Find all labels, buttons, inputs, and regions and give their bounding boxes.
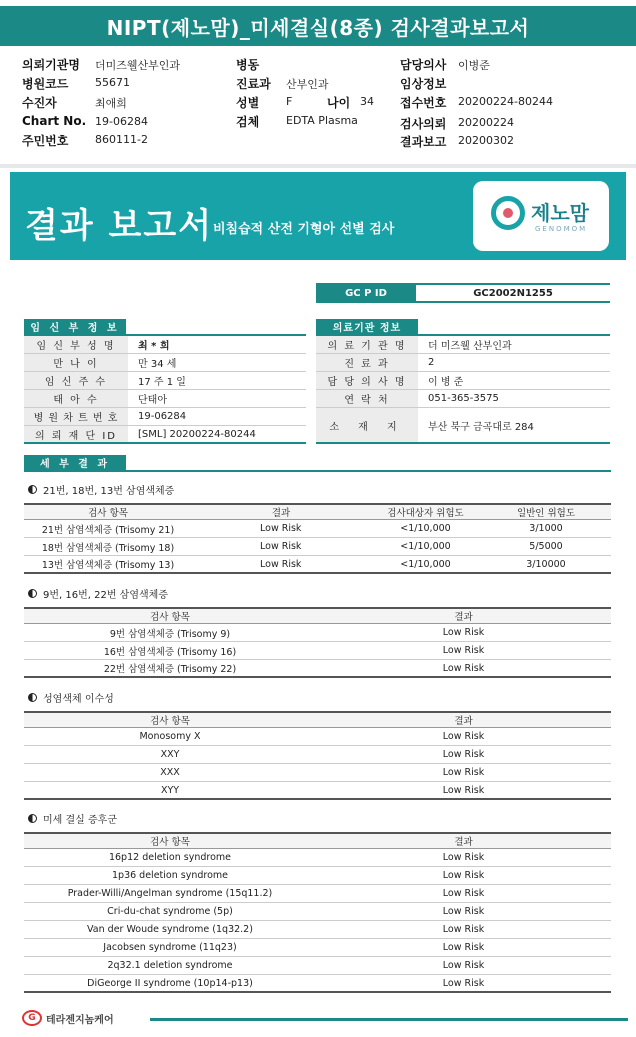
- result-value: Low Risk: [442, 942, 485, 953]
- logo-icon: [491, 196, 525, 230]
- info-label: 임상정보: [400, 77, 447, 91]
- info-value: F: [286, 95, 293, 108]
- gcp-id-value: GC2002N1255: [416, 283, 610, 303]
- logo-text: 제노맘: [531, 201, 589, 225]
- column-header: 검사 항목: [88, 508, 128, 519]
- sex-chromosome-table: [24, 711, 611, 800]
- result-value: Low Risk: [442, 645, 485, 656]
- column-header: 일반인 위험도: [516, 508, 576, 519]
- table-row: [316, 336, 610, 354]
- table-row: [316, 390, 610, 408]
- info-label: 성별: [236, 96, 260, 110]
- banner-subtitle: 비침습적 산전 기형아 선별 검사: [213, 222, 395, 237]
- result-value: Low Risk: [260, 523, 302, 534]
- table-row: [24, 939, 611, 957]
- info-value: 20200302: [458, 134, 514, 147]
- theragen-logo-icon: G: [22, 1010, 42, 1026]
- row-value: [SML] 20200224-80244: [138, 428, 256, 440]
- table-row: [24, 520, 611, 538]
- section-title: 성염색체 이수성: [43, 694, 114, 705]
- table-row: [316, 354, 610, 372]
- test-item: XXY: [160, 749, 180, 760]
- table-row: [24, 390, 306, 408]
- result-value: Low Risk: [442, 731, 485, 742]
- table-header: [24, 711, 611, 728]
- result-value: Low Risk: [442, 924, 485, 935]
- result-value: Low Risk: [442, 749, 485, 760]
- test-item: Van der Woude syndrome (1q32.2): [87, 924, 253, 935]
- row-key: 만 나 이: [24, 354, 128, 371]
- info-value: EDTA Plasma: [286, 114, 358, 127]
- patient-info-tag: 임 신 부 정 보: [24, 319, 126, 334]
- gcp-id-label: GC P ID: [316, 283, 416, 303]
- result-value: Low Risk: [442, 888, 485, 899]
- half-circle-icon: [28, 693, 37, 702]
- result-value: Low Risk: [442, 852, 485, 863]
- test-item: 2q32.1 deletion syndrome: [107, 960, 233, 971]
- microdeletion-table: [24, 832, 611, 993]
- test-item: XYY: [160, 784, 180, 796]
- table-row: [24, 624, 611, 642]
- info-label: 의뢰기관명: [22, 58, 80, 72]
- table-row: [24, 957, 611, 975]
- half-circle-icon: [28, 485, 37, 494]
- table-row: [24, 372, 306, 390]
- test-item: 16번 삼염색체증 (Trisomy 16): [103, 646, 237, 658]
- subject-risk: <1/10,000: [400, 558, 451, 570]
- info-value: 더미즈웰산부인과: [95, 59, 181, 72]
- table-row: [24, 975, 611, 993]
- logo-subtext: GENOMOM: [535, 225, 588, 233]
- column-header: 결과: [454, 612, 473, 623]
- row-key: 임 신 주 수: [24, 372, 128, 389]
- result-value: Low Risk: [442, 627, 485, 638]
- table-row: [24, 867, 611, 885]
- info-label: 담당의사: [400, 58, 447, 72]
- company-name: 테라젠지놈케어: [46, 1014, 114, 1026]
- info-value: 최애희: [95, 97, 127, 110]
- table-row: [24, 921, 611, 939]
- row-key: 소 재 지: [316, 408, 418, 442]
- row-value: 19-06284: [138, 411, 187, 422]
- test-item: 13번 삼염색체증 (Trisomy 13): [41, 560, 175, 571]
- table-header: [24, 503, 611, 520]
- table-header: [24, 607, 611, 624]
- result-banner: [10, 172, 626, 260]
- info-value: 55671: [95, 76, 130, 89]
- test-item: Prader-Willi/Angelman syndrome (15q11.2): [67, 888, 273, 899]
- row-key: 연 락 처: [316, 390, 418, 407]
- column-header: 검사 항목: [150, 612, 190, 623]
- trisomy-table-1: [24, 503, 611, 574]
- row-key: 진 료 과: [316, 354, 418, 371]
- test-item: 22번 삼염색체증 (Trisomy 22): [103, 664, 237, 675]
- test-item: DiGeorge II syndrome (10p14-p13): [87, 977, 253, 989]
- table-row: [24, 556, 611, 574]
- genomom-logo: [473, 181, 609, 251]
- row-value: 단태아: [138, 395, 167, 406]
- result-value: Low Risk: [260, 541, 302, 552]
- info-label: 수진자: [22, 96, 57, 110]
- row-value: 051-365-3575: [428, 393, 499, 404]
- result-value: Low Risk: [442, 977, 485, 989]
- detail-results-tag: 세 부 결 과: [24, 455, 126, 470]
- column-header: 검사 항목: [150, 716, 190, 727]
- info-value: 34: [360, 95, 374, 108]
- row-value: 더 미즈웰 산부인과: [428, 341, 512, 352]
- table-row: [24, 354, 306, 372]
- table-row: [24, 660, 611, 678]
- row-value: 2: [428, 357, 435, 368]
- info-label: 병원코드: [22, 77, 69, 91]
- info-value: 20200224: [458, 116, 514, 129]
- general-risk: 5/5000: [529, 541, 563, 552]
- column-header: 검사대상자 위험도: [387, 508, 464, 519]
- info-value: 20200224-80244: [458, 95, 553, 108]
- table-row: [24, 538, 611, 556]
- footer-company: [22, 1010, 114, 1026]
- info-label: 주민번호: [22, 134, 69, 148]
- subject-risk: <1/10,000: [400, 541, 451, 552]
- result-value: Low Risk: [442, 906, 485, 917]
- table-row: [24, 764, 611, 782]
- table-row: [24, 746, 611, 764]
- result-value: Low Risk: [442, 960, 485, 971]
- table-row: [24, 782, 611, 800]
- row-key: 병 원 차 트 번 호: [24, 408, 128, 425]
- section-heading: [28, 586, 168, 601]
- general-risk: 3/10000: [526, 558, 566, 570]
- row-value: 이 병 준: [428, 377, 464, 388]
- table-row: [24, 642, 611, 660]
- general-risk: 3/1000: [529, 523, 563, 534]
- result-value: Low Risk: [442, 662, 485, 674]
- table-row: [24, 885, 611, 903]
- row-key: 의 료 기 관 명: [316, 336, 418, 353]
- info-label: 나이: [327, 96, 351, 110]
- banner-title: 결과 보고서: [25, 206, 214, 246]
- row-value: 17 주 1 일: [138, 377, 186, 388]
- result-value: Low Risk: [260, 558, 302, 570]
- info-label: 검사의뢰: [400, 117, 447, 131]
- trisomy-table-2: [24, 607, 611, 678]
- info-label: 검체: [236, 115, 260, 129]
- divider: [0, 164, 636, 168]
- info-label: 진료과: [236, 77, 271, 91]
- report-title-bar: [0, 6, 636, 46]
- test-item: 1p36 deletion syndrome: [112, 870, 228, 881]
- test-item: Cri-du-chat syndrome (5p): [107, 906, 233, 917]
- section-heading: [28, 482, 174, 497]
- test-item: Jacobsen syndrome (11q23): [103, 942, 237, 953]
- gcp-id-box: [316, 283, 610, 303]
- row-key: 태 아 수: [24, 390, 128, 407]
- divider: [24, 470, 611, 472]
- result-value: Low Risk: [442, 767, 485, 778]
- test-item: Monosomy X: [139, 731, 201, 742]
- column-header: 결과: [454, 837, 473, 848]
- table-row: [24, 728, 611, 746]
- table-row: [24, 336, 306, 354]
- table-row: [24, 849, 611, 867]
- info-value: 860111-2: [95, 133, 148, 146]
- section-title: 21번, 18번, 13번 삼염색체증: [43, 486, 175, 497]
- row-value: 최 * 희: [138, 341, 170, 352]
- test-item: 9번 삼염색체증 (Trisomy 9): [109, 628, 231, 640]
- section-title: 9번, 16번, 22번 삼염색체증: [43, 590, 168, 601]
- test-item: 21번 삼염색체증 (Trisomy 21): [41, 524, 175, 536]
- column-header: 결과: [454, 716, 473, 727]
- table-row: [24, 903, 611, 921]
- test-item: XXX: [160, 767, 180, 778]
- table-header: [24, 832, 611, 849]
- table-row: [316, 372, 610, 390]
- report-title: NIPT(제노맘)_미세결실(8종) 검사결과보고서: [106, 15, 530, 40]
- half-circle-icon: [28, 589, 37, 598]
- test-item: 18번 삼염색체증 (Trisomy 18): [41, 542, 175, 554]
- request-info-block: [0, 46, 636, 164]
- info-value: 19-06284: [95, 115, 148, 128]
- test-item: 16p12 deletion syndrome: [108, 852, 232, 863]
- info-label: 접수번호: [400, 96, 447, 110]
- info-value: 산부인과: [286, 78, 329, 91]
- row-value: 만 34 세: [138, 359, 177, 370]
- info-label: 결과보고: [400, 135, 447, 149]
- institution-info-tag: 의료기관 정보: [316, 319, 418, 334]
- section-heading: [28, 690, 114, 705]
- footer-line: [150, 1018, 628, 1021]
- column-header: 결과: [271, 508, 291, 519]
- section-heading: [28, 811, 117, 826]
- info-label: 병동: [236, 58, 260, 72]
- row-key: 의 뢰 재 단 ID: [24, 426, 128, 442]
- info-value: 이병준: [458, 59, 490, 72]
- result-value: Low Risk: [442, 784, 485, 796]
- result-value: Low Risk: [442, 870, 485, 881]
- row-key: 임 신 부 성 명: [24, 336, 128, 353]
- row-value: 부산 북구 금곡대로 284: [428, 421, 534, 433]
- table-row: [24, 408, 306, 426]
- row-key: 담 당 의 사 명: [316, 372, 418, 389]
- half-circle-icon: [28, 814, 37, 823]
- column-header: 검사 항목: [150, 837, 190, 848]
- section-title: 미세 결실 증후군: [43, 815, 117, 826]
- info-label: Chart No.: [22, 114, 87, 128]
- table-row: [24, 426, 306, 444]
- subject-risk: <1/10,000: [400, 523, 451, 534]
- table-row: [316, 408, 610, 444]
